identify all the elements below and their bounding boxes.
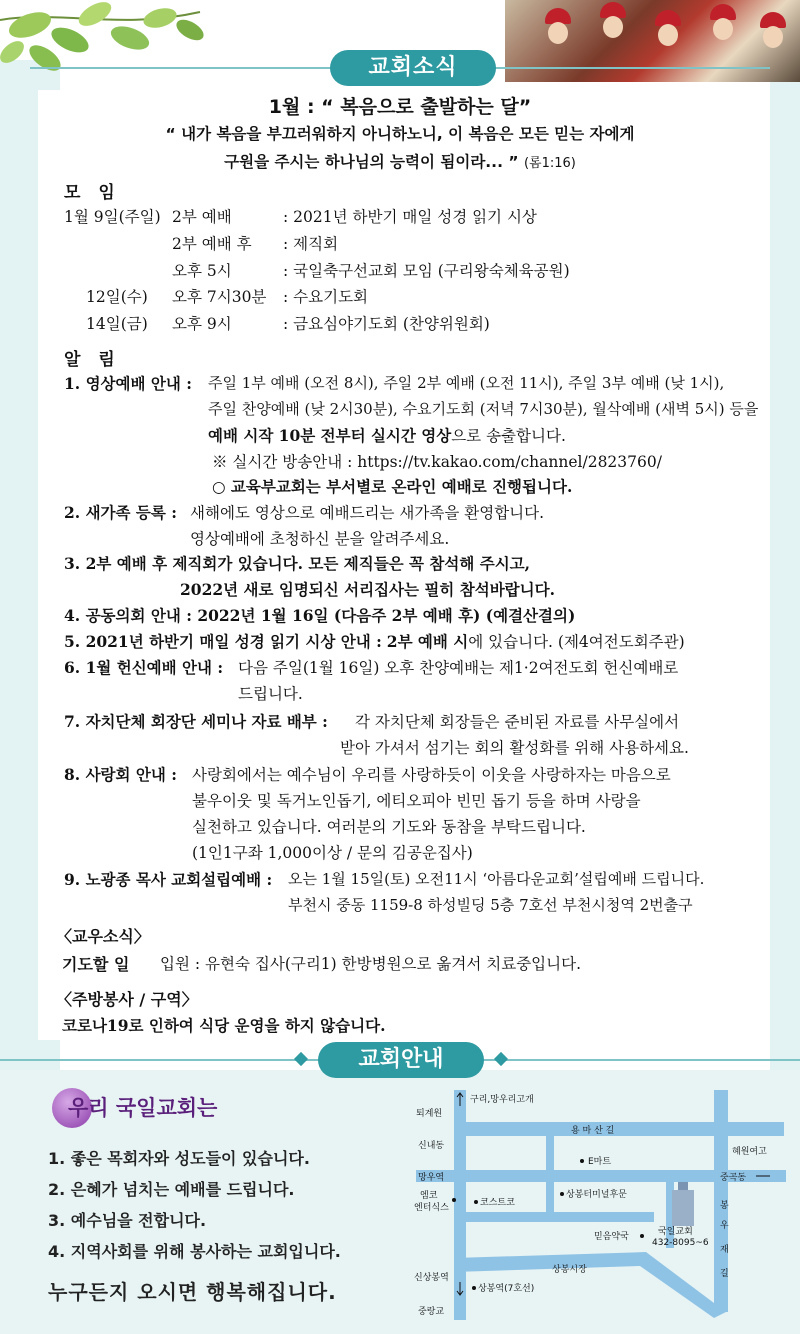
notice-4-text: 4. 공동의회 안내 : 2022년 1월 16일 (다음주 2부 예배 후) (예결산결의) bbox=[64, 606, 576, 625]
scripture-reference: (롬1:16) bbox=[523, 156, 576, 171]
notice-8-text: 불우이웃 및 독거노인돕기, 에티오피아 빈민 돕기 등을 하며 사랑을 bbox=[192, 792, 641, 810]
notice-2-text: 새해에도 영상으로 예배드리는 새가족을 환영합니다. bbox=[190, 504, 545, 522]
notice-5-tail: 에 있습니다. (제4여전도회주관) bbox=[468, 633, 685, 651]
map-label: 믿음약국 bbox=[594, 1232, 629, 1242]
map-label: 국일교회 bbox=[658, 1227, 693, 1237]
scripture-quote-line1: “ 내가 복음을 부끄러워하지 아니하노니, 이 복음은 모든 믿는 자에게 bbox=[165, 125, 635, 143]
map-label: 구리,망우리고개 bbox=[470, 1095, 534, 1105]
notice-1-online-note: ○ 교육부교회는 부서별로 온라인 예배로 진행됩니다. bbox=[212, 477, 573, 496]
map-label: 재 bbox=[720, 1245, 729, 1255]
notice-5-highlight: 2부 예배 시 bbox=[386, 632, 469, 651]
notice-1-text: 주일 1부 예배 (오전 8시), 주일 2부 예배 (오전 11시), 주일 3부 예배 (낮 1시), bbox=[208, 374, 725, 392]
church-location-map bbox=[396, 1082, 792, 1320]
church-title-badge bbox=[52, 1088, 272, 1128]
notice-8-text: (1인1구좌 1,000이상 / 문의 김공운집사) bbox=[192, 844, 473, 862]
news-header-band bbox=[30, 48, 770, 88]
guide-header-label: 교회안내 bbox=[318, 1042, 484, 1078]
notice-3-text: 3. 2부 예배 후 제직회가 있습니다. 모든 제직들은 꼭 참석해 주시고, bbox=[64, 554, 531, 573]
meeting-date: 1월 9일(주일) bbox=[64, 208, 161, 226]
kitchen-text: 코로나19로 인하여 식당 운영을 하지 않습니다. bbox=[62, 1016, 386, 1035]
notice-9-label: 9. 노광종 목사 교회설립예배 : bbox=[64, 870, 273, 889]
member-news-heading: 〈교우소식〉 bbox=[56, 927, 150, 946]
kitchen-heading: 〈주방봉사 / 구역〉 bbox=[56, 990, 198, 1009]
guide-header-band bbox=[0, 1040, 800, 1080]
notice-9-text: 부천시 중동 1159-8 하성빌딩 5층 7호선 부천시청역 2번출구 bbox=[288, 896, 693, 914]
map-label: 봉 bbox=[720, 1201, 729, 1211]
map-label: 우 bbox=[720, 1221, 729, 1231]
meeting-date: 14일(금) bbox=[86, 315, 148, 333]
map-label: 혜원여고 bbox=[732, 1147, 767, 1157]
notice-6-text: 다음 주일(1월 16일) 오후 찬양예배는 제1·2여전도회 헌신예배로 bbox=[238, 659, 679, 677]
map-label: 신내동 bbox=[418, 1141, 445, 1151]
notice-9-text: 오는 1월 15일(토) 오전11시 ‘아름다운교회’설립예배 드립니다. bbox=[288, 870, 705, 888]
notice-2-label: 2. 새가족 등록 : bbox=[64, 503, 177, 522]
prayer-label: 기도할 일 bbox=[62, 955, 130, 974]
church-title: 우리 국일교회는 bbox=[68, 1096, 218, 1120]
meeting-time: 2부 예배 후 bbox=[172, 235, 252, 253]
notice-1-label: 1. 영상예배 안내 : bbox=[64, 374, 192, 393]
notice-7-label: 7. 자치단체 회장단 세미나 자료 배부 : bbox=[64, 712, 328, 731]
meeting-date: 12일(수) bbox=[86, 288, 148, 306]
map-label: 퇴계원 bbox=[416, 1109, 443, 1119]
map-label: 길 bbox=[720, 1269, 729, 1279]
notice-5-label: 5. 2021년 하반기 매일 성경 읽기 시상 안내 : bbox=[64, 632, 382, 651]
church-feature: 4. 지역사회를 위해 봉사하는 교회입니다. bbox=[48, 1242, 341, 1261]
meeting-desc: : 2021년 하반기 매일 성경 읽기 시상 bbox=[283, 208, 537, 226]
notice-6-label: 6. 1월 헌신예배 안내 : bbox=[64, 658, 224, 677]
meeting-desc: : 국일축구선교회 모임 (구리왕숙체육공원) bbox=[283, 262, 570, 280]
map-label: 중랑교 bbox=[418, 1307, 445, 1317]
notice-1-text: 주일 찬양예배 (낮 2시30분), 수요기도회 (저녁 7시30분), 월삭예배 (새벽 5시) 등을 bbox=[208, 400, 759, 418]
notices-heading: 알 림 bbox=[64, 350, 121, 370]
scripture-quote-text: 구원을 주시는 하나님의 능력이 됨이라... ” bbox=[224, 153, 519, 171]
map-label: 상봉시장 bbox=[552, 1265, 587, 1275]
meeting-time: 오후 9시 bbox=[172, 315, 232, 333]
meeting-desc: : 제직회 bbox=[283, 235, 339, 253]
month-theme-title: 1월 : “ 복음으로 출발하는 달” bbox=[268, 96, 532, 118]
meeting-desc: : 수요기도회 bbox=[283, 288, 369, 306]
map-label: 엠코 bbox=[420, 1191, 438, 1201]
meeting-time: 2부 예배 bbox=[172, 208, 232, 226]
map-label: 중곡동 bbox=[720, 1173, 747, 1183]
church-feature: 2. 은혜가 넘치는 예배를 드립니다. bbox=[48, 1180, 295, 1199]
notice-1-text bbox=[208, 424, 566, 446]
church-feature: 1. 좋은 목회자와 성도들이 있습니다. bbox=[48, 1149, 310, 1168]
map-label: 상봉터미널후문 bbox=[566, 1190, 627, 1200]
notice-8-text: 사랑회에서는 예수님이 우리를 사랑하듯이 이웃을 사랑하자는 마음으로 bbox=[192, 766, 671, 784]
notice-8-text: 실천하고 있습니다. 여러분의 기도와 동참을 부탁드립니다. bbox=[192, 818, 586, 836]
map-label: 상봉역(7호선) bbox=[478, 1284, 535, 1294]
right-background-band bbox=[770, 60, 800, 1070]
map-label: 엔터식스 bbox=[414, 1203, 449, 1213]
meetings-heading: 모 임 bbox=[64, 183, 121, 203]
notice-2-text: 영상예배에 초청하신 분을 알려주세요. bbox=[190, 530, 450, 548]
notice-1-highlight: 예배 시작 10분 전부터 실시간 영상 bbox=[208, 426, 452, 445]
meeting-desc: : 금요심야기도회 (찬양위원회) bbox=[283, 315, 490, 333]
map-label: 432-8095~6 bbox=[652, 1238, 709, 1248]
map-label: E마트 bbox=[588, 1157, 612, 1167]
notice-8-label: 8. 사랑회 안내 : bbox=[64, 765, 177, 784]
church-feature: 3. 예수님을 전합니다. bbox=[48, 1211, 207, 1230]
notice-7-text: 각 자치단체 회장들은 준비된 자료를 사무실에서 bbox=[355, 713, 680, 731]
prayer-text: 입원 : 유현숙 집사(구리1) 한방병원으로 옮겨서 치료중입니다. bbox=[160, 955, 582, 973]
map-label: 신상봉역 bbox=[414, 1273, 449, 1283]
church-slogan: 누구든지 오시면 행복해집니다. bbox=[48, 1280, 337, 1304]
map-label: 망우역 bbox=[418, 1173, 445, 1183]
notice-1-tail: 으로 송출합니다. bbox=[451, 427, 566, 445]
map-label: 용 마 산 길 bbox=[571, 1126, 615, 1136]
meeting-time: 오후 5시 bbox=[172, 262, 232, 280]
scripture-quote-line2 bbox=[0, 150, 800, 172]
meeting-time: 오후 7시30분 bbox=[172, 288, 267, 306]
notice-6-text: 드립니다. bbox=[238, 685, 303, 703]
map-label: 코스트코 bbox=[480, 1198, 515, 1208]
notice-7-text: 받아 가셔서 섬기는 회의 활성화를 위해 사용하세요. bbox=[340, 739, 689, 757]
news-header-label: 교회소식 bbox=[330, 50, 496, 86]
notice-3-text: 2022년 새로 임명되신 서리집사는 필히 참석바랍니다. bbox=[180, 580, 555, 599]
notice-5-text bbox=[64, 630, 685, 652]
notice-1-stream-link: ※ 실시간 방송안내 : https://tv.kakao.com/channel/2823760/ bbox=[212, 453, 662, 471]
